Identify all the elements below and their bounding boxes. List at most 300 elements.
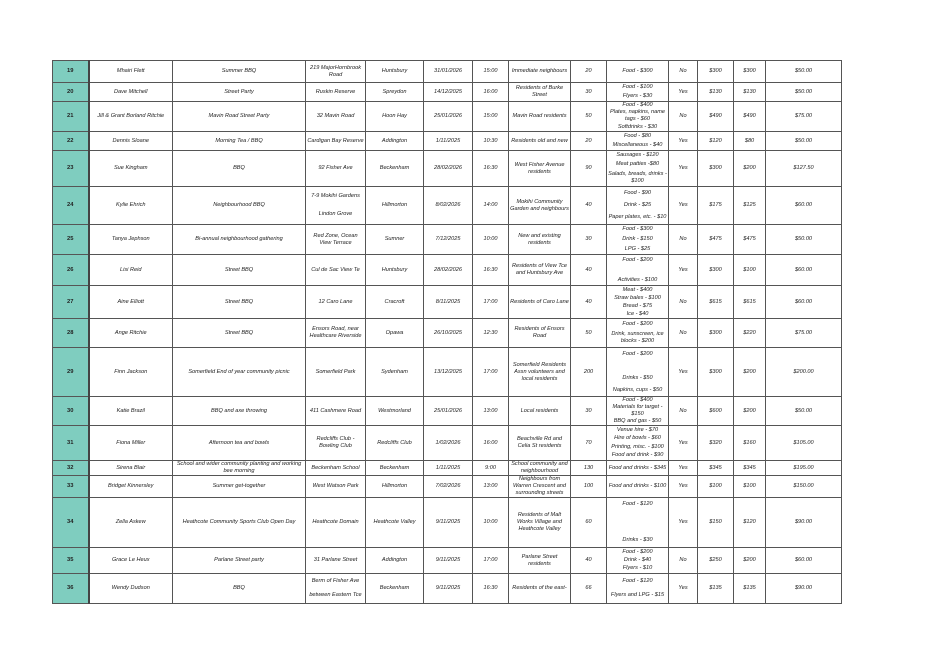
event-date: 13/12/2025 [424, 348, 473, 397]
event-location-line: Ruskin Reserve [315, 88, 356, 95]
applicant-name: Kylie Ehrich [89, 187, 173, 225]
budget-breakdown-line: Drink - $150 [622, 235, 653, 242]
funded-before: Yes [669, 348, 698, 397]
budget-breakdown-line: Salads, breads, drinks - $100 [608, 170, 667, 184]
event-location-line: 92 Fisher Ave [318, 165, 353, 171]
audience: Residents of Ensors Road [509, 319, 571, 348]
grant-amount: $60.00 [766, 187, 842, 225]
audience: Mokihi Community Garden and neighbours [509, 187, 571, 225]
grant-amount: $60.00 [766, 286, 842, 319]
grant-amount: $195.00 [766, 461, 842, 476]
event-time: 16:00 [473, 426, 509, 461]
row-number: 23 [53, 151, 89, 187]
suburb: Heathcote Valley [366, 498, 424, 548]
event-location [306, 574, 366, 604]
grant-amount: $127.50 [766, 151, 842, 187]
audience: Somerfield Residents Assn volunteers and local residents [509, 348, 571, 397]
event-name: Summer get-together [173, 476, 306, 498]
event-date: 26/10/2025 [424, 319, 473, 348]
amount-requested: $300 [698, 255, 734, 286]
budget-breakdown [607, 255, 669, 286]
table-row [53, 61, 842, 83]
amount-approved: $120 [734, 498, 766, 548]
event-date: 28/02/2026 [424, 255, 473, 286]
budget-breakdown-line: Food - $200 [622, 548, 653, 555]
event-time: 12:30 [473, 319, 509, 348]
applicant-name: Fiona Miller [89, 426, 173, 461]
funded-before: Yes [669, 255, 698, 286]
attendees: 40 [571, 255, 607, 286]
table-row [53, 498, 842, 548]
grant-amount: $50.00 [766, 83, 842, 102]
event-location-line: West Watson Park [312, 483, 359, 489]
event-location-line: Berm of Fisher Ave [311, 577, 360, 584]
event-location [306, 151, 366, 187]
applicant-name: Dennis Sloane [89, 132, 173, 151]
budget-breakdown-line: Plates, napkins, name tags - $60 [609, 109, 666, 123]
attendees: 30 [571, 225, 607, 255]
event-location [306, 61, 366, 83]
row-number: 19 [53, 61, 89, 83]
amount-approved: $100 [734, 476, 766, 498]
amount-approved: $220 [734, 319, 766, 348]
event-name: Street Party [173, 83, 306, 102]
audience: Beachville Rd and Celia St residents [509, 426, 571, 461]
audience: School community and neighbourhood [509, 461, 571, 476]
amount-requested: $250 [698, 548, 734, 574]
amount-approved: $80 [734, 132, 766, 151]
funded-before: No [669, 319, 698, 348]
amount-requested: $320 [698, 426, 734, 461]
grant-amount: $75.00 [766, 319, 842, 348]
event-time: 16:00 [473, 83, 509, 102]
event-date: 7/02/2026 [424, 476, 473, 498]
attendees: 40 [571, 286, 607, 319]
amount-approved: $475 [734, 225, 766, 255]
event-location-line: between Eastern Tce [309, 592, 362, 599]
budget-breakdown-line: Food - $120 [622, 577, 653, 584]
event-time: 17:00 [473, 548, 509, 574]
table-row [53, 102, 842, 132]
budget-breakdown [607, 498, 669, 548]
audience: Local residents [509, 397, 571, 426]
event-date: 14/12/2025 [424, 83, 473, 102]
budget-breakdown [607, 574, 669, 604]
event-name: Neighbourhood BBQ [173, 187, 306, 225]
event-location [306, 348, 366, 397]
event-name: BBQ [173, 151, 306, 187]
budget-breakdown-line: Food - $400 [622, 397, 653, 403]
budget-breakdown-line: LPG - $25 [624, 245, 651, 252]
attendees: 70 [571, 426, 607, 461]
funded-before: No [669, 102, 698, 132]
event-date: 7/12/2025 [424, 225, 473, 255]
budget-breakdown-line: Materials for target - $150 [612, 404, 663, 417]
suburb: Opawa [366, 319, 424, 348]
suburb: Hoon Hay [366, 102, 424, 132]
amount-approved: $200 [734, 348, 766, 397]
event-name: Morning Tea / BBQ [173, 132, 306, 151]
applicant-name: Grace Le Heux [89, 548, 173, 574]
budget-breakdown-line: Bread - $75 [622, 302, 653, 309]
budget-breakdown-line: Napkins, cups - $50 [612, 386, 663, 393]
row-number: 36 [53, 574, 89, 604]
budget-breakdown [607, 61, 669, 83]
row-number: 24 [53, 187, 89, 225]
budget-breakdown-line: Food - $200 [622, 320, 653, 327]
applicant-name: Jill & Grant Borland Ritchie [89, 102, 173, 132]
applicant-name: Lisi Reid [89, 255, 173, 286]
attendees: 40 [571, 548, 607, 574]
event-name: Afternoon tea and bowls [173, 426, 306, 461]
suburb: Spreydon [366, 83, 424, 102]
row-number: 33 [53, 476, 89, 498]
amount-requested: $300 [698, 151, 734, 187]
table-row [53, 319, 842, 348]
amount-requested: $300 [698, 319, 734, 348]
grant-amount: $50.00 [766, 61, 842, 83]
event-name: School and wider community planting and working bee morning [173, 461, 306, 476]
applicant-name: Bridget Kinnersley [89, 476, 173, 498]
attendees: 66 [571, 574, 607, 604]
event-location [306, 548, 366, 574]
grant-amount: $75.00 [766, 102, 842, 132]
row-number: 25 [53, 225, 89, 255]
event-time: 15:00 [473, 61, 509, 83]
event-name: Parlane Street party [173, 548, 306, 574]
budget-breakdown-line: Drinks - $50 [622, 374, 653, 381]
grant-amount: $200.00 [766, 348, 842, 397]
event-location-line: Beckenham School [311, 464, 360, 471]
amount-requested: $600 [698, 397, 734, 426]
suburb: Sumner [366, 225, 424, 255]
event-time: 16:30 [473, 255, 509, 286]
amount-requested: $100 [698, 476, 734, 498]
event-date: 9/11/2025 [424, 574, 473, 604]
applicant-name: Aine Elliott [89, 286, 173, 319]
event-date: 28/02/2026 [424, 151, 473, 187]
event-name: Street BBQ [173, 319, 306, 348]
row-number: 27 [53, 286, 89, 319]
grant-amount: $150.00 [766, 476, 842, 498]
budget-breakdown [607, 187, 669, 225]
suburb: Cracroft [366, 286, 424, 319]
row-number: 29 [53, 348, 89, 397]
budget-breakdown [607, 151, 669, 187]
budget-breakdown [607, 348, 669, 397]
applicant-name: Zella Askew [89, 498, 173, 548]
suburb: Huntsbury [366, 61, 424, 83]
event-location [306, 476, 366, 498]
event-location-line: 219 MajorHornbrook Road [310, 64, 361, 78]
table-row [53, 83, 842, 102]
event-name: Somerfield End of year community picnic [173, 348, 306, 397]
event-location-line: Cul de Sac View Te [311, 266, 360, 273]
suburb: Addington [366, 132, 424, 151]
funded-before: No [669, 286, 698, 319]
budget-breakdown-line: Straw bales - $100 [614, 294, 661, 301]
grant-amount: $50.00 [766, 132, 842, 151]
funded-before: No [669, 225, 698, 255]
row-number: 20 [53, 83, 89, 102]
suburb: Redcliffs Club [366, 426, 424, 461]
budget-breakdown-line: Activities - $100 [617, 276, 658, 283]
budget-breakdown-line: Food - $120 [622, 500, 653, 507]
applicant-name: Tanya Jephson [89, 225, 173, 255]
event-name: Bi-annual neighbourhood gathering [173, 225, 306, 255]
budget-breakdown [607, 102, 669, 132]
suburb: Beckenham [366, 574, 424, 604]
event-location-line: Heathcote Domain [312, 519, 359, 525]
event-location [306, 102, 366, 132]
amount-approved: $345 [734, 461, 766, 476]
attendees: 100 [571, 476, 607, 498]
attendees: 40 [571, 187, 607, 225]
event-time: 10:30 [473, 132, 509, 151]
budget-breakdown-line: Flyers and LPG - $15 [610, 592, 665, 599]
budget-breakdown-line: Food - $80 [623, 133, 652, 139]
amount-approved: $135 [734, 574, 766, 604]
event-location-line: Lindon Grove [318, 211, 353, 218]
budget-breakdown [607, 461, 669, 476]
attendees: 200 [571, 348, 607, 397]
budget-breakdown-line: BBQ and gas - $50 [613, 418, 662, 424]
grant-amount: $50.00 [766, 397, 842, 426]
suburb: Hillmorton [366, 476, 424, 498]
budget-breakdown [607, 476, 669, 498]
amount-requested: $615 [698, 286, 734, 319]
budget-breakdown-line: Paper plates, etc. - $10 [608, 214, 667, 221]
attendees: 20 [571, 132, 607, 151]
funded-before: No [669, 548, 698, 574]
grant-amount: $60.00 [766, 548, 842, 574]
event-location-line: Somerfield Park [315, 368, 356, 375]
audience: Mavin Road residents [509, 102, 571, 132]
table-row [53, 426, 842, 461]
event-location [306, 498, 366, 548]
funded-before: Yes [669, 151, 698, 187]
funded-before: Yes [669, 426, 698, 461]
budget-breakdown [607, 225, 669, 255]
budget-breakdown-line: Miscellaneous - $40 [612, 142, 663, 148]
applicant-name: Katie Brazil [89, 397, 173, 426]
event-date: 31/01/2026 [424, 61, 473, 83]
event-date: 1/02/2026 [424, 426, 473, 461]
amount-approved: $130 [734, 83, 766, 102]
applicant-name: Wendy Dudson [89, 574, 173, 604]
grant-amount: $90.00 [766, 574, 842, 604]
audience: West Fisher Avenue residents [509, 151, 571, 187]
row-number: 30 [53, 397, 89, 426]
attendees: 50 [571, 319, 607, 348]
amount-requested: $135 [698, 574, 734, 604]
amount-approved: $200 [734, 548, 766, 574]
grant-amount: $60.00 [766, 255, 842, 286]
table-row [53, 574, 842, 604]
event-location-line: Redcliffs Club - Bowling Club [316, 436, 355, 449]
audience: Residents of Malt Works Village and Heathcote Valley [509, 498, 571, 548]
events-table [52, 60, 842, 604]
event-location-line: Ensors Road, near Healthcare Riverside [309, 326, 362, 339]
budget-breakdown-line: Flyers - $10 [622, 565, 653, 572]
table-row [53, 255, 842, 286]
budget-breakdown-line: Printing, misc. - $100 [611, 443, 664, 450]
event-location-line: Cardigan Bay Reserve [307, 137, 364, 144]
audience: Residents old and new [509, 132, 571, 151]
audience: Immediate neighbours [509, 61, 571, 83]
audience: Residents of Caro Lane [509, 286, 571, 319]
applicant-name: Sue Kingham [89, 151, 173, 187]
event-location-line: 411 Cashmere Road [309, 407, 362, 414]
row-number: 31 [53, 426, 89, 461]
amount-approved: $490 [734, 102, 766, 132]
attendees: 30 [571, 397, 607, 426]
funded-before: Yes [669, 83, 698, 102]
amount-requested: $300 [698, 61, 734, 83]
row-number: 28 [53, 319, 89, 348]
suburb: Addington [366, 548, 424, 574]
amount-approved: $200 [734, 397, 766, 426]
budget-breakdown-line: Sausages - $120 [616, 152, 659, 159]
amount-requested: $345 [698, 461, 734, 476]
event-name: BBQ and axe throwing [173, 397, 306, 426]
table-row [53, 548, 842, 574]
grant-amount: $105.00 [766, 426, 842, 461]
amount-approved: $200 [734, 151, 766, 187]
event-location-line: 31 Parlane Street [313, 557, 358, 563]
table-row [53, 397, 842, 426]
table-row [53, 286, 842, 319]
budget-breakdown-line: Ice - $40 [626, 310, 649, 317]
funded-before: Yes [669, 498, 698, 548]
audience: Neighbours from Warren Crescent and surrounding streets [509, 476, 571, 498]
event-location [306, 83, 366, 102]
budget-breakdown-line: Food - $300 [622, 68, 653, 74]
budget-breakdown-line: Food - $200 [622, 350, 653, 357]
event-time: 16:30 [473, 574, 509, 604]
audience: Residents of View Tce and Huntsbury Ave [509, 255, 571, 286]
event-location [306, 319, 366, 348]
event-date: 1/11/2025 [424, 132, 473, 151]
event-location [306, 255, 366, 286]
event-time: 17:00 [473, 348, 509, 397]
budget-breakdown-line: Drink - $40 [623, 556, 652, 563]
event-name: Street BBQ [173, 286, 306, 319]
event-location [306, 225, 366, 255]
amount-requested: $130 [698, 83, 734, 102]
table-row [53, 151, 842, 187]
event-date: 1/11/2025 [424, 461, 473, 476]
funded-before: No [669, 397, 698, 426]
table-row [53, 461, 842, 476]
event-date: 8/11/2025 [424, 286, 473, 319]
table-row [53, 476, 842, 498]
amount-approved: $160 [734, 426, 766, 461]
amount-approved: $615 [734, 286, 766, 319]
budget-breakdown-line: Food - $300 [622, 226, 653, 233]
event-location [306, 397, 366, 426]
row-number: 26 [53, 255, 89, 286]
event-time: 9:00 [473, 461, 509, 476]
suburb: Sydenham [366, 348, 424, 397]
event-location [306, 461, 366, 476]
event-date: 8/02/2026 [424, 187, 473, 225]
applicant-name: Dave Mitchell [89, 83, 173, 102]
attendees: 20 [571, 61, 607, 83]
applicant-name: Finn Jackson [89, 348, 173, 397]
budget-breakdown-line: Food and drinks - $100 [608, 483, 667, 489]
attendees: 60 [571, 498, 607, 548]
audience: Residents of Burke Street [509, 83, 571, 102]
table-row [53, 132, 842, 151]
audience: Parlane Street residents [509, 548, 571, 574]
budget-breakdown-line: Softdrinks - $30 [617, 123, 658, 130]
event-date: 25/01/2026 [424, 102, 473, 132]
attendees: 50 [571, 102, 607, 132]
budget-breakdown-line: Food - $200 [622, 256, 653, 263]
event-location-line: 32 Mavin Road [316, 113, 355, 119]
event-name: BBQ [173, 574, 306, 604]
funded-before: Yes [669, 476, 698, 498]
budget-breakdown-line: Food - $90 [623, 189, 652, 196]
event-location-line: 7-9 Mokihi Gardens [311, 192, 360, 199]
amount-requested: $475 [698, 225, 734, 255]
event-time: 17:00 [473, 286, 509, 319]
amount-requested: $150 [698, 498, 734, 548]
budget-breakdown [607, 397, 669, 426]
event-time: 10:00 [473, 498, 509, 548]
budget-breakdown-line: Meat - $400 [622, 286, 653, 293]
funded-before: No [669, 61, 698, 83]
amount-approved: $300 [734, 61, 766, 83]
budget-breakdown-line: Flyers - $30 [622, 93, 653, 99]
budget-breakdown [607, 83, 669, 102]
applicant-name: Sirena Blair [89, 461, 173, 476]
funded-before: Yes [669, 574, 698, 604]
budget-breakdown-line: Food - $100 [622, 84, 653, 90]
applicant-name: Ange Ritchie [89, 319, 173, 348]
suburb: Beckenham [366, 151, 424, 187]
suburb: Beckenham [366, 461, 424, 476]
table-row [53, 225, 842, 255]
funded-before: Yes [669, 132, 698, 151]
applicant-name: Mhairi Flett [89, 61, 173, 83]
budget-breakdown-line: Food and drinks - $345 [608, 464, 667, 471]
event-name: Heathcote Community Sports Club Open Day [173, 498, 306, 548]
grant-amount: $50.00 [766, 225, 842, 255]
budget-breakdown-line: Food - $400 [622, 102, 653, 109]
budget-breakdown [607, 548, 669, 574]
event-time: 13:00 [473, 397, 509, 426]
event-time: 16:30 [473, 151, 509, 187]
table-row [53, 348, 842, 397]
amount-approved: $125 [734, 187, 766, 225]
amount-requested: $300 [698, 348, 734, 397]
budget-breakdown [607, 132, 669, 151]
event-date: 9/11/2025 [424, 498, 473, 548]
attendees: 130 [571, 461, 607, 476]
budget-breakdown [607, 319, 669, 348]
amount-requested: $175 [698, 187, 734, 225]
suburb: Westmorland [366, 397, 424, 426]
audience: Residents of the east- [509, 574, 571, 604]
event-time: 14:00 [473, 187, 509, 225]
row-number: 34 [53, 498, 89, 548]
budget-breakdown-line: Drink - $25 [623, 201, 652, 208]
event-name: Summer BBQ [173, 61, 306, 83]
grant-amount: $90.00 [766, 498, 842, 548]
budget-breakdown-line: Hire of bowls - $60 [614, 435, 661, 442]
